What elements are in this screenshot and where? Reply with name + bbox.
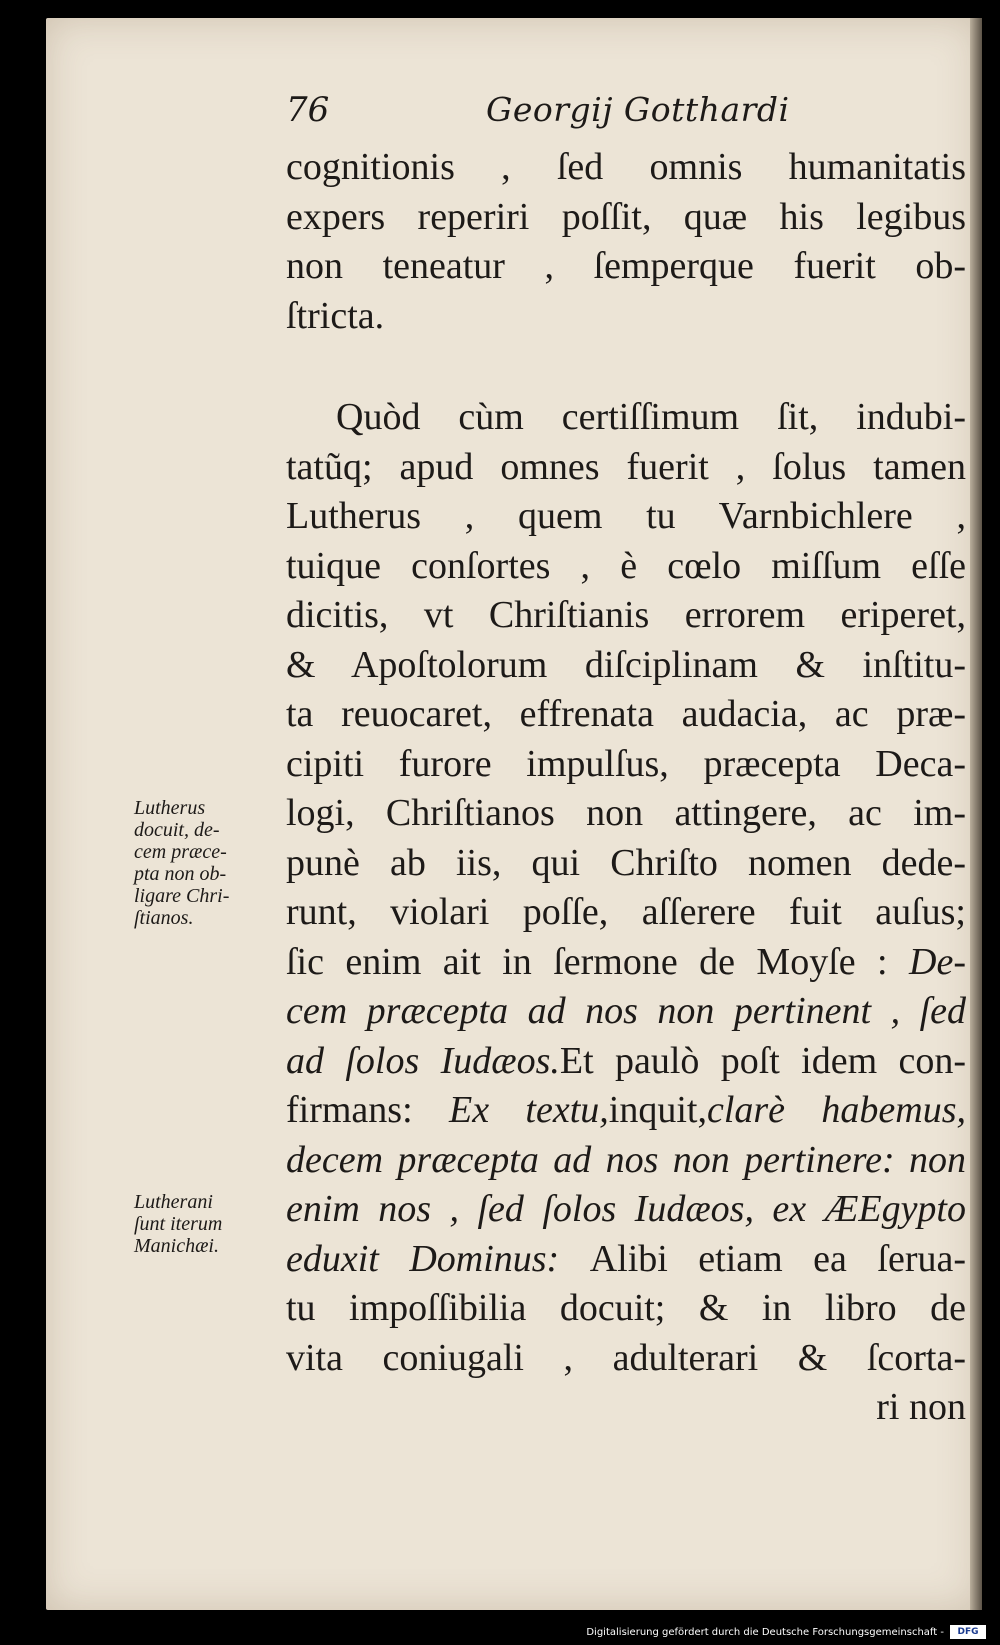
text-line: & Apoſtolorum diſciplinam & inſtitu- [286, 643, 966, 686]
text-line: tuique conſortes , è cœlo miſſum eſſe [286, 544, 966, 587]
catchword-line: ri non [876, 1386, 966, 1428]
marginal-note-line: ligare Chri- [134, 885, 230, 907]
page-edge-shadow [970, 18, 982, 1610]
text-line: logi, Chriſtianos non attingere, ac im- [286, 792, 966, 834]
text-line: cipiti furore impulſus, præcepta Deca- [286, 742, 966, 785]
text-line: ta reuocaret, effrenata audacia, ac præ- [286, 693, 966, 735]
text-line [286, 1086, 966, 1136]
running-title: Georgij Gotthardi [486, 90, 790, 129]
dfg-logo: DFG [950, 1625, 986, 1639]
text-span: firmans: [286, 1089, 449, 1131]
marginal-note-line: cem præce- [134, 841, 227, 863]
text-line [286, 1136, 966, 1186]
text-line: tu impoſſibilia docuit; & in libro de [286, 1287, 966, 1329]
italic-span: decem præcepta ad nos non pertinere: non [286, 1138, 966, 1181]
text-line: expers reperiri poſſit, quæ his legibus [286, 195, 966, 238]
marginal-note-line: pta non ob- [134, 863, 227, 885]
text-line: tatũq; apud omnes fuerit , ſolus tamen [286, 445, 966, 488]
text-span: Et paulò poſt idem con- [559, 1039, 966, 1082]
main-text-block [286, 143, 966, 1433]
text-line [286, 1037, 966, 1087]
text-span: inquit, [608, 1089, 707, 1131]
paragraph-gap [286, 341, 966, 393]
text-line: punè ab iis, qui Chriſto nomen dede- [286, 841, 966, 884]
marginal-note-line: Lutherus [134, 797, 206, 819]
text-line: non teneatur , ſemperque fuerit ob- [286, 245, 966, 287]
text-line [286, 938, 966, 988]
marginal-note-line: Manichæi. [134, 1235, 219, 1257]
marginal-note [134, 797, 282, 929]
text-line: ſtricta. [286, 294, 385, 337]
marginal-note [134, 1191, 282, 1257]
text-line: runt, violari poſſe, aſſerere fuit auſus; [286, 891, 966, 933]
italic-span: cem præcepta ad nos non pertinent , ſed [286, 990, 966, 1032]
text-line: Quòd cùm certiſſimum ſit, indubi- [336, 396, 966, 438]
text-line: vita coniugali , adulterari & ſcorta- [286, 1336, 966, 1379]
marginal-note-line: docuit, de- [134, 819, 220, 841]
italic-span: ad ſolos Iudæos. [286, 1039, 560, 1082]
text-span: ſic enim ait in ſermone de Moyſe : [286, 940, 910, 983]
marginal-note-line: ſunt iterum [134, 1213, 223, 1235]
italic-span: eduxit Dominus: [286, 1237, 590, 1280]
italic-span: enim nos , ſed ſolos Iudæos, ex ÆEgypto [286, 1188, 966, 1230]
marginal-note-line: Lutherani [134, 1191, 213, 1213]
marginal-note-line: ſtianos. [134, 907, 194, 929]
text-line [286, 987, 966, 1037]
text-line: Lutherus , quem tu Varnbichlere , [286, 495, 966, 537]
italic-span: Ex textu, [449, 1089, 609, 1131]
text-line: cognitionis , ſed omnis humanitatis [286, 146, 966, 188]
page-header [286, 90, 966, 140]
text-line [286, 1235, 966, 1285]
text-span: Alibi etiam ea ſerua- [589, 1237, 966, 1280]
text-line [286, 1185, 966, 1235]
italic-span: clarè habemus, [706, 1089, 966, 1131]
digitization-credit: Digitalisierung gefördert durch die Deutsche Forschungsgemeinschaft - [586, 1627, 944, 1638]
text-line: dicitis, vt Chriſtianis errorem eriperet, [286, 594, 966, 636]
italic-span: De- [909, 940, 966, 983]
page-number: 76 [286, 90, 330, 130]
